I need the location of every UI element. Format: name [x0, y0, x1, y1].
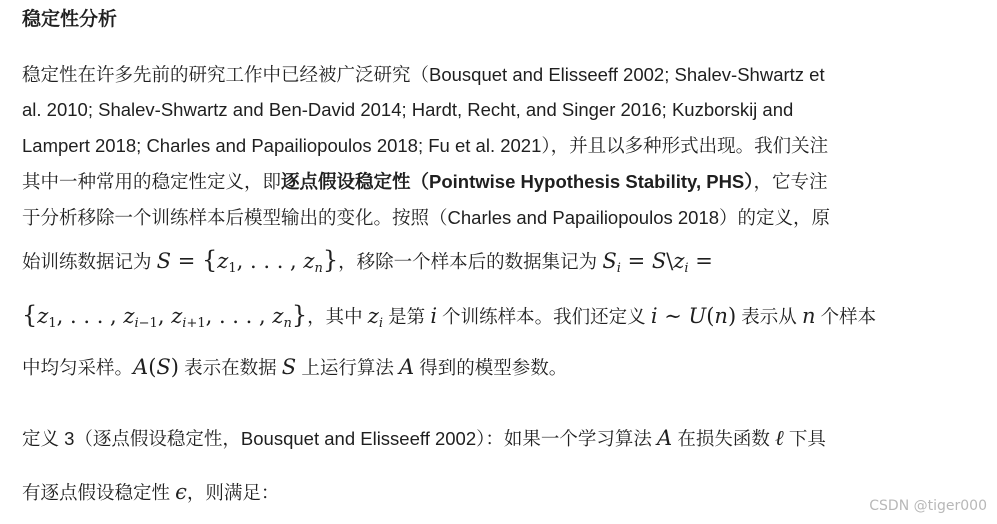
text: 下具 — [788, 428, 826, 449]
math-formula: {$z_1$, . . . , $z_{i-1}$, $z_{i+1}$, . . . , $z_n$} — [22, 301, 308, 331]
text: 表示在数据 — [184, 357, 277, 378]
math-formula: $S = \{z_1$, . . . , $z_n$} — [156, 246, 339, 276]
paragraph-line — [22, 302, 876, 330]
text: 始训练数据记为 — [22, 251, 152, 272]
math-formula: A(S) — [133, 355, 179, 379]
paragraph-line — [22, 97, 793, 123]
math-formula: i — [430, 304, 438, 328]
paragraph-line — [22, 205, 830, 231]
text: 在损失函数 — [677, 428, 770, 449]
paragraph-line — [22, 247, 713, 275]
text: ，则满足： — [186, 482, 280, 503]
text: 是第 — [388, 306, 426, 327]
text: 定义 3（逐点假设稳定性，Bousquet and Elisseeff 2002）：如果一个学习算法 — [22, 428, 652, 449]
paragraph-line — [22, 169, 828, 195]
math-formula: n — [801, 304, 816, 328]
paragraph-line — [22, 354, 567, 381]
math-formula: ℓ — [775, 426, 784, 450]
bold-term: 逐点假设稳定性（Pointwise Hypothesis Stability, PHS） — [281, 171, 754, 192]
text: 稳定性在许多先前的研究工作中已经被广泛研究（Bousquet and Elisseeff 2002; Shalev-Shwartz et — [22, 64, 825, 85]
text: ，其中 — [307, 306, 363, 327]
math-formula: $S_i$ = $S\backslash z_i$ = — [602, 249, 713, 276]
text: Lampert 2018; Charles and Papailiopoulos 2018; Fu et al. 2021），并且以多种形式出现。我们关注 — [22, 135, 829, 156]
text: 得到的模型参数。 — [419, 357, 568, 378]
text: 中均匀采样。 — [22, 357, 134, 378]
math-formula: A — [657, 426, 673, 450]
math-formula: i ∼ U(n) — [650, 304, 737, 328]
text: 上运行算法 — [301, 357, 394, 378]
text: 于分析移除一个训练样本后模型输出的变化。按照（Charles and Papailiopoulos 2018）的定义，原 — [22, 207, 831, 228]
section-heading: 稳定性分析 — [22, 9, 118, 30]
watermark: CSDN @tiger000 — [869, 498, 987, 514]
text: 个训练样本。我们还定义 — [442, 306, 646, 327]
text: ，它专注 — [753, 171, 828, 192]
paragraph-line — [22, 133, 828, 159]
definition-line — [22, 479, 279, 506]
text: al. 2010; Shalev-Shwartz and Ben-David 2014; Hardt, Recht, and Singer 2016; Kuzborskij and — [22, 99, 794, 120]
definition-line — [22, 425, 826, 452]
text: 个样本 — [820, 306, 877, 327]
text: 有逐点假设稳定性 — [22, 482, 171, 503]
math-formula: A — [398, 355, 415, 379]
text: 其中一种常用的稳定性定义，即 — [22, 171, 282, 192]
math-formula: ϵ — [175, 480, 187, 504]
paragraph-line — [22, 62, 825, 88]
math-formula: $z_i$ — [367, 304, 384, 331]
text: 表示从 — [741, 306, 797, 327]
math-formula: S — [281, 355, 297, 379]
text: ，移除一个样本后的数据集记为 — [338, 251, 598, 272]
